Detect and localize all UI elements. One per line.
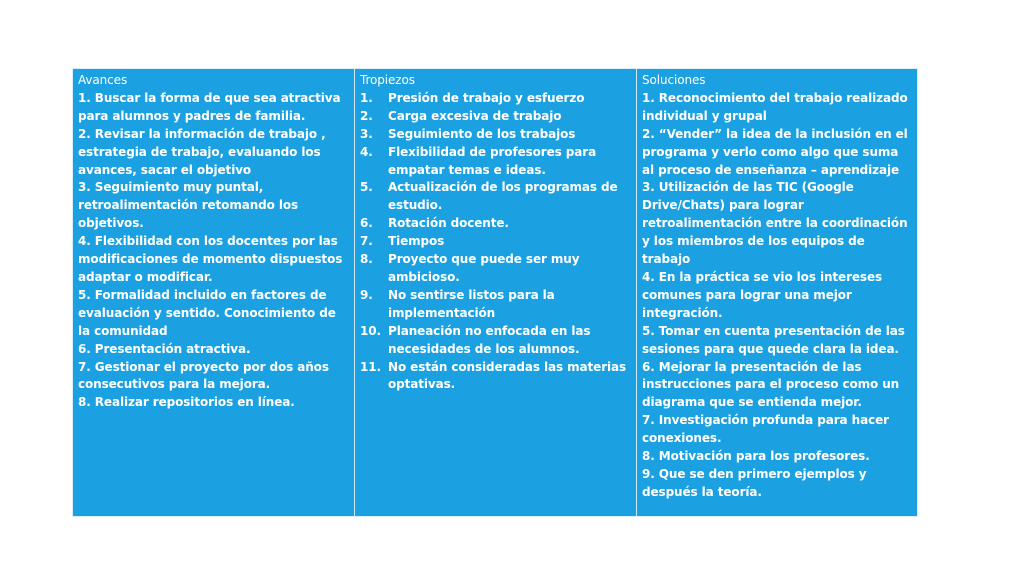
list-item xyxy=(360,215,631,233)
list-item: 1. Reconocimiento del trabajo realizado individual y grupal xyxy=(642,90,908,123)
list-item xyxy=(360,233,631,251)
column-avances xyxy=(73,69,355,516)
numbered-list xyxy=(360,90,631,394)
list-text: No están consideradas las materias optativas. xyxy=(388,359,627,392)
list-item: 5. Formalidad incluido en factores de evaluación y sentido. Conocimiento de la comunidad xyxy=(78,287,336,338)
list-text: Seguimiento de los trabajos xyxy=(388,126,576,141)
list-text: Rotación docente. xyxy=(388,216,509,231)
list-item xyxy=(360,179,631,215)
list-item: 6. Presentación atractiva. xyxy=(78,341,251,356)
list-item: 9. Que se den primero ejemplos y después la teoría. xyxy=(642,466,867,499)
list-item: 7. Gestionar el proyecto por dos años consecutivos para la mejora. xyxy=(78,359,329,392)
column-tropiezos xyxy=(355,69,637,516)
content-table xyxy=(72,68,918,517)
list-item: 4. Flexibilidad con los docentes por las modificaciones de momento dispuestos adaptar o modificar. xyxy=(78,234,343,284)
list-item: 5. Tomar en cuenta presentación de las sesiones para que quede clara la idea. xyxy=(642,323,905,356)
list-item: 4. En la práctica se vio los intereses comunes para lograr una mejor integración. xyxy=(642,269,883,320)
list-item: 1. Buscar la forma de que sea atractiva para alumnos y padres de familia. xyxy=(78,90,341,123)
list-item: 3. Utilización de las TIC (Google Drive/Chats) para lograr retroalimentación entre la coordinación y los miembros de los equipos de trabajo xyxy=(642,180,908,267)
list-number: 10. xyxy=(360,323,381,338)
list-item xyxy=(360,359,631,395)
list-number: 11. xyxy=(360,359,381,374)
list-item: 8. Motivación para los profesores. xyxy=(642,449,870,464)
list-text: Planeación no enfocada en las necesidades de los alumnos. xyxy=(388,323,591,356)
list-item xyxy=(360,126,631,144)
list-number: 2. xyxy=(360,108,373,123)
list-text: Flexibilidad de profesores para empatar temas e ideas. xyxy=(388,144,597,177)
list-item xyxy=(360,108,631,126)
list-number: 3. xyxy=(360,126,373,141)
list-number: 7. xyxy=(360,234,373,249)
list-item: 2. “Vender” la idea de la inclusión en el programa y verlo como algo que suma al proceso de enseñanza – aprendizaje xyxy=(642,126,908,177)
list-item: 8. Realizar repositorios en línea. xyxy=(78,395,295,410)
column-header-soluciones: Soluciones xyxy=(642,73,706,87)
list-text: Proyecto que puede ser muy ambicioso. xyxy=(388,252,580,284)
list-number: 8. xyxy=(360,252,373,267)
list-item: 7. Investigación profunda para hacer conexiones. xyxy=(642,413,889,446)
list-item: 6. Mejorar la presentación de las instrucciones para el proceso como un diagrama que se entienda mejor. xyxy=(642,359,900,410)
list-item xyxy=(360,144,631,180)
list-number: 4. xyxy=(360,144,373,159)
list-number: 6. xyxy=(360,216,373,231)
list-text: Presión de trabajo y esfuerzo xyxy=(388,90,585,105)
list-number: 5. xyxy=(360,180,373,195)
list-item xyxy=(360,90,631,108)
list-number: 9. xyxy=(360,287,373,302)
list-text: Tiempos xyxy=(388,234,445,249)
list-item xyxy=(360,287,631,323)
list-item: 3. Seguimiento muy puntal, retroalimentación retomando los objetivos. xyxy=(78,180,299,231)
column-soluciones xyxy=(637,69,917,516)
list-text: Carga excesiva de trabajo xyxy=(388,108,562,123)
list-item xyxy=(360,323,631,359)
list-item xyxy=(360,251,631,287)
column-header-avances: Avances xyxy=(78,73,128,87)
list-number: 1. xyxy=(360,90,373,105)
list-text: Actualización de los programas de estudio. xyxy=(388,180,618,213)
list-text: No sentirse listos para la implementación xyxy=(388,287,555,320)
list-item: 2. Revisar la información de trabajo , estrategia de trabajo, evaluando los avances, sacar el objetivo xyxy=(78,126,326,177)
column-header-tropiezos: Tropiezos xyxy=(360,73,415,87)
